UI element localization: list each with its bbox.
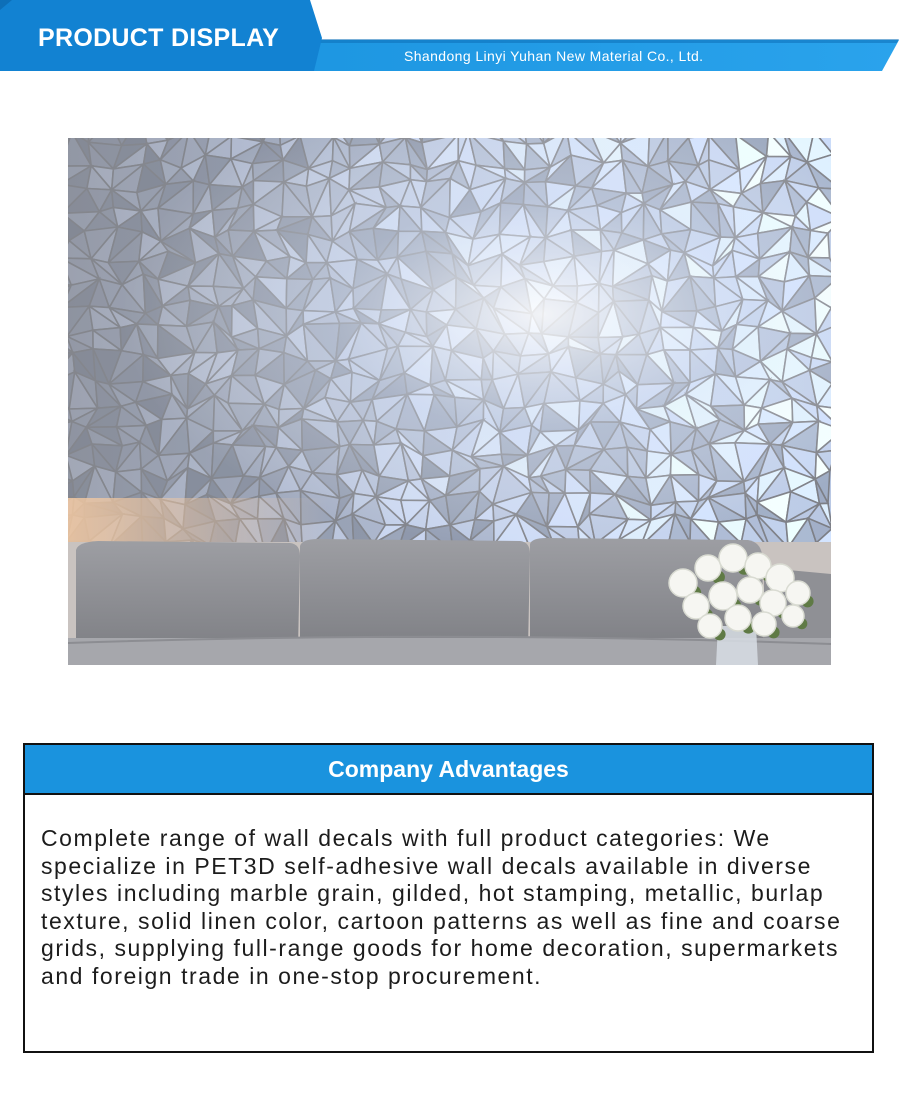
mosaic-wall-decal-photo-icon [68, 138, 831, 665]
advantages-description: Complete range of wall decals with full product categories: We specialize in PET3D self-adhesive wall decals available in diverse styles including marble grain, gilded, hot stamping, metallic, burlap texture, solid linen color, cartoon patterns as well as fine and coarse grids, supplying full-range goods for home decoration, supermarkets and foreign trade in one-stop procurement. [41, 825, 842, 989]
flower-bloom [719, 544, 747, 572]
company-name: Shandong Linyi Yuhan New Material Co., Ltd. [404, 48, 704, 64]
flower-bloom [695, 555, 721, 581]
flower-bloom [786, 581, 810, 605]
flower-bloom [725, 605, 751, 631]
flower-bloom [737, 577, 763, 603]
page-title: PRODUCT DISPLAY [38, 24, 280, 52]
advantages-header [25, 745, 872, 795]
advantages-panel [23, 743, 874, 1053]
flower-bloom [698, 614, 722, 638]
product-photo [68, 138, 831, 665]
header-banner [0, 0, 899, 75]
advantages-title: Company Advantages [328, 755, 569, 782]
flower-bloom [782, 605, 804, 627]
flower-bloom [752, 612, 776, 636]
